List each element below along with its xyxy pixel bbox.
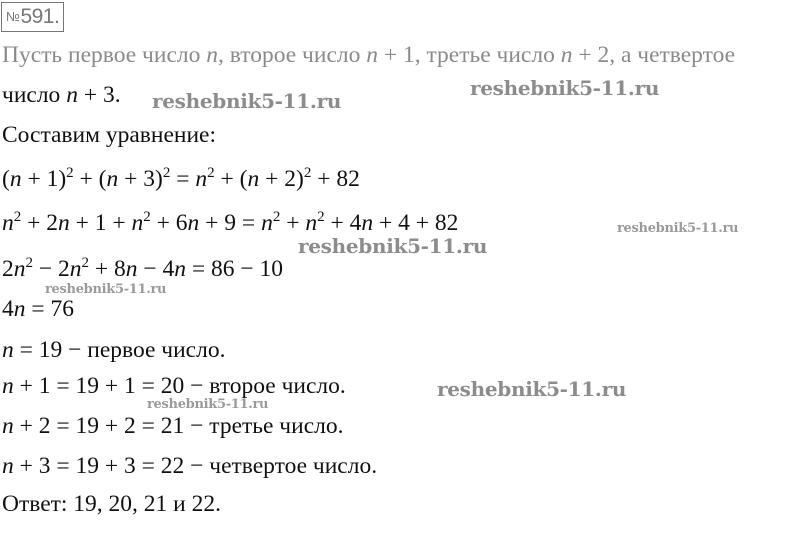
watermark: reshebnik5-11.ru	[437, 377, 627, 401]
problem-number: 591.	[20, 5, 60, 28]
equation-heading: Составим уравнение:	[2, 122, 216, 148]
watermark: reshebnik5-11.ru	[470, 76, 660, 100]
simplified-line: 4n = 76	[2, 296, 75, 322]
statement-line-1: Пусть первое число n, второе число n + 1, третье число n + 2, а четвертое	[2, 42, 736, 68]
number-sign: №	[6, 9, 20, 24]
watermark: reshebnik5-11.ru	[147, 397, 269, 412]
expanded-equation-line: $n^2 + 2n + 1 + n^2 + 6n + 9 = n^2 + n^2 + 4n + 4 + 82$	[2, 209, 459, 236]
statement-line-2: число n + 3.	[2, 82, 121, 108]
problem-number-box	[1, 2, 64, 32]
third-number-line: n + 2 = 19 + 2 = 21 − третье число.	[2, 413, 344, 439]
watermark: reshebnik5-11.ru	[45, 282, 167, 297]
equation-line: $(n + 1)^2 + (n + 3)^2 = n^2 + (n + 2)^2 + 82$	[2, 165, 360, 192]
second-number-line: n + 1 = 19 + 1 = 20 − второе число.	[2, 373, 346, 399]
watermark: reshebnik5-11.ru	[152, 89, 342, 113]
answer-line: Ответ: 19, 20, 21 и 22.	[2, 491, 222, 517]
grouped-terms-line: $2n^2 - 2n^2 + 8n - 4n = 86 - 10$	[2, 255, 284, 282]
first-number-line: n = 19 − первое число.	[2, 337, 226, 363]
watermark: reshebnik5-11.ru	[298, 234, 488, 258]
watermark: reshebnik5-11.ru	[617, 221, 739, 236]
fourth-number-line: n + 3 = 19 + 3 = 22 − четвертое число.	[2, 453, 378, 479]
